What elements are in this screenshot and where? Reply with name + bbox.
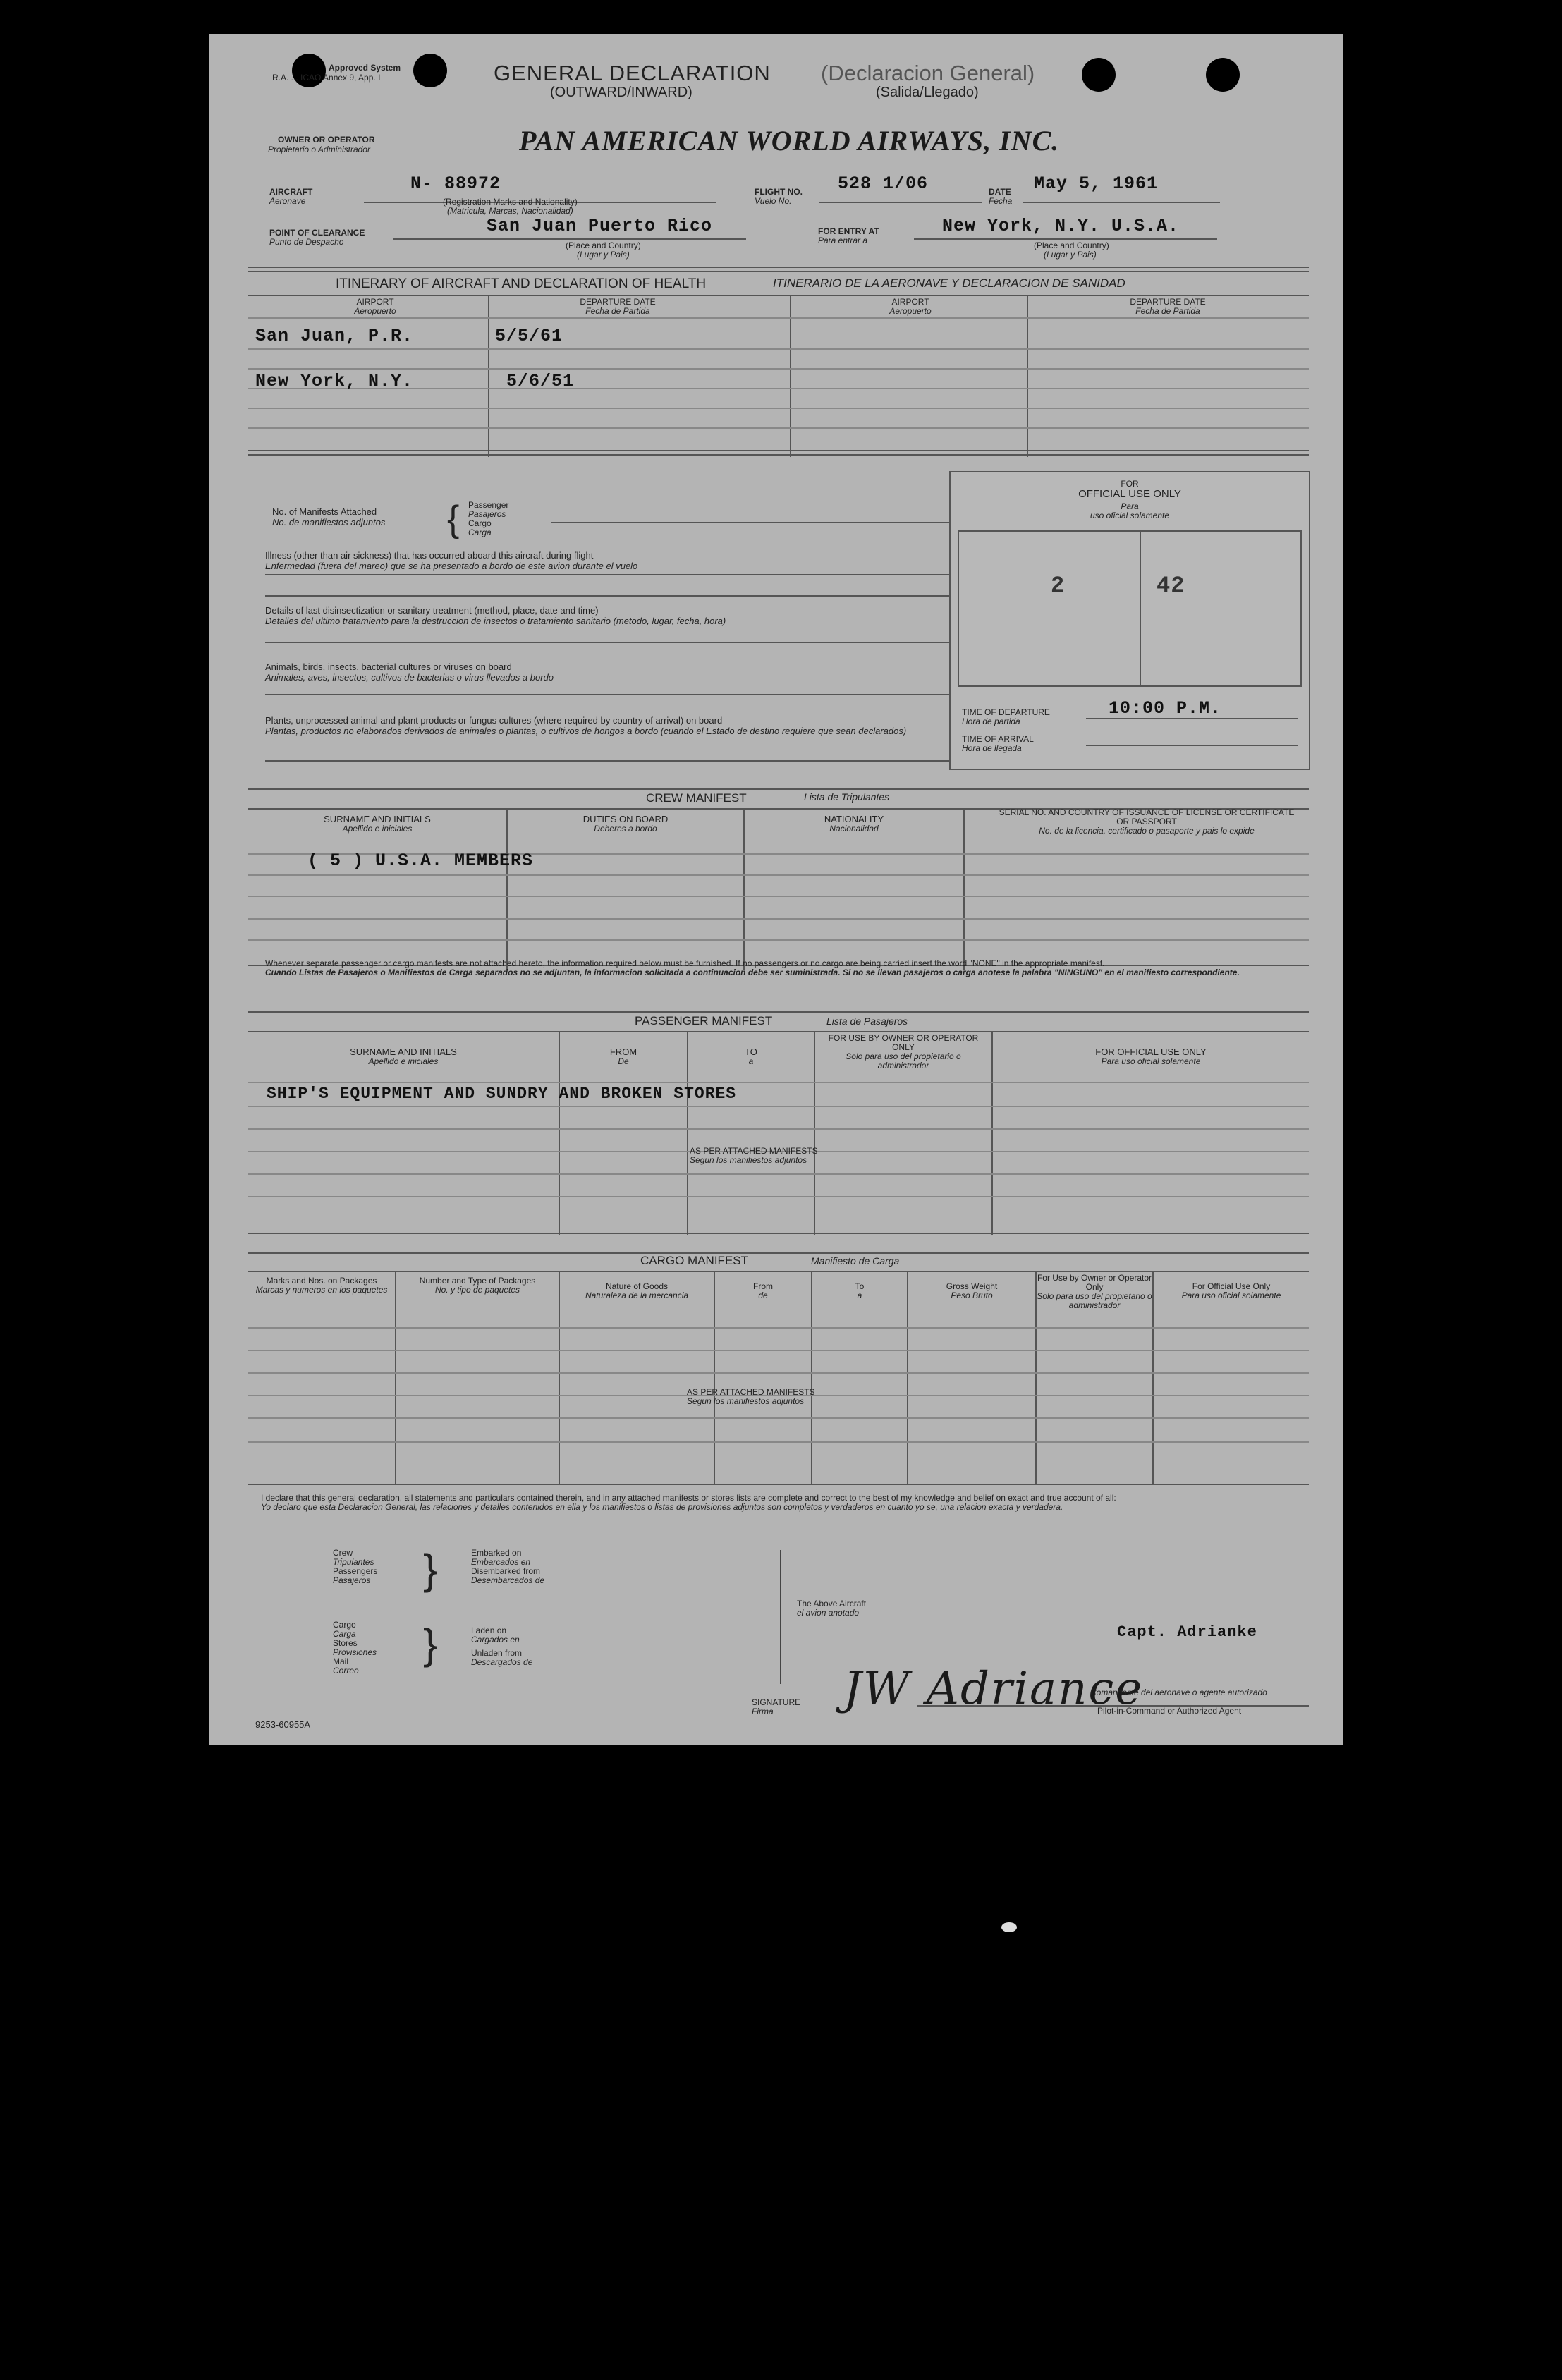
arrival-label: TIME OF ARRIVAL Hora de llegada <box>962 734 1034 753</box>
itinerary-date-1: 5/5/61 <box>495 326 563 346</box>
plants-label: Plants, unprocessed animal and plant products or fungus cultures (where required by country of arrival) on board Plantas, productos no elaborados derivados de animales o plantas, o cultivos de hongos a bordo (cuando el Estado de destino requiere que sean declarados) <box>265 715 907 736</box>
aircraft-label: AIRCRAFT <box>269 187 313 197</box>
role-es: Comandante del aeronave o agente autorizado <box>1090 1688 1267 1697</box>
crew-entry: ( 5 ) U.S.A. MEMBERS <box>307 850 534 871</box>
cargo-col-header: From de <box>753 1281 773 1300</box>
owner-label: OWNER OR OPERATOR <box>278 135 375 145</box>
cargo-heading: CARGO MANIFEST <box>640 1254 749 1267</box>
cargo-stores-group: Cargo Carga Stores Provisiones Mail Correo <box>333 1620 377 1676</box>
aircraft-sub-es: (Matricula, Marcas, Nacionalidad) <box>447 206 573 216</box>
passenger-entry: SHIP'S EQUIPMENT AND SUNDRY AND BROKEN STORES <box>267 1085 737 1103</box>
itinerary-airport-1: San Juan, P.R. <box>255 326 414 346</box>
crew-col-header: SURNAME AND INITIALS Apellido e iniciales <box>324 814 431 834</box>
aircraft-label-es: Aeronave <box>269 196 306 206</box>
clearance-label-es: Punto de Despacho <box>269 237 344 247</box>
manifest-types: Passenger Pasajeros Cargo Carga <box>468 500 509 537</box>
crew-col-header: SERIAL NO. AND COUNTRY OF ISSUANCE OF LICENSE OR CERTIFICATE OR PASSPORT No. de la licencia, certificado o pasaporte y pais lo expide <box>999 807 1295 836</box>
form-title-es: (Declaracion General) <box>821 61 1035 85</box>
aircraft-value: N- 88972 <box>410 173 501 194</box>
approved-system: Approved System <box>329 63 401 73</box>
itinerary-col-header: AIRPORT Aeropuerto <box>889 297 932 316</box>
passenger-col-header: TO a <box>745 1046 757 1066</box>
official-stamp-box <box>958 530 1302 687</box>
passenger-heading: PASSENGER MANIFEST <box>635 1014 773 1027</box>
brace-icon: } <box>423 1621 438 1668</box>
declaration-text: I declare that this general declaration, all statements and particulars contained therein, and in any attached manifests or stores lists are complete and correct to the best of my knowledge and belief on exact and true account of all: Yo declaro que esta Declaracion General, las relaciones y detalles contenidos en ella y los manifiestos o listas de provisiones adjuntos son completos y verdaderos en cuanto yo se, una relacion exacta y verdadera. <box>261 1493 1116 1512</box>
cargo-col-header: Number and Type of Packages No. y tipo de paquetes <box>419 1276 536 1295</box>
stamp-left: 2 <box>1051 573 1066 599</box>
form-number: 9253-60955A <box>255 1719 311 1730</box>
clearance-value: San Juan Puerto Rico <box>487 216 713 236</box>
cargo-col-header: For Use by Owner or Operator Only Solo para uso del propietario o administrador <box>1037 1273 1152 1310</box>
itinerary-col-header: DEPARTURE DATE Fecha de Partida <box>580 297 656 316</box>
manifests-label: No. of Manifests Attached No. de manifiestos adjuntos <box>272 506 386 527</box>
aircraft-sub: (Registration Marks and Nationality) <box>443 197 578 207</box>
official-para-es: uso oficial solamente <box>1090 511 1170 520</box>
passenger-col-header: FROM De <box>609 1046 637 1066</box>
entry-label-es: Para entrar a <box>818 236 868 245</box>
punch-hole <box>1206 58 1240 92</box>
clearance-sub-es: (Lugar y Pais) <box>577 250 630 260</box>
signature-label: SIGNATURE Firma <box>752 1697 801 1716</box>
dust-speck <box>1001 1922 1017 1932</box>
crew-heading: CREW MANIFEST <box>646 791 747 805</box>
brace-icon: { <box>447 499 460 539</box>
entry-sub-es: (Lugar y Pais) <box>1044 250 1097 260</box>
animals-label: Animals, birds, insects, bacterial cultures or viruses on board Animales, aves, insectos, cultivos de bacterias o virus llevados a bordo <box>265 661 554 683</box>
clearance-label: POINT OF CLEARANCE <box>269 228 365 238</box>
entry-sub: (Place and Country) <box>1034 240 1109 250</box>
form-title: GENERAL DECLARATION <box>494 61 771 85</box>
form-subtitle-es: (Salida/Llegado) <box>876 85 979 100</box>
brace-icon: } <box>423 1546 438 1593</box>
laden-group: Laden on Cargados en Unladen from Descargados de <box>471 1625 533 1667</box>
form-subtitle: (OUTWARD/INWARD) <box>550 85 692 100</box>
flight-label-es: Vuelo No. <box>755 196 792 206</box>
signature: JW Adriance <box>843 1663 1144 1715</box>
cargo-heading-es: Manifiesto de Carga <box>811 1255 900 1267</box>
itinerary-col-header: DEPARTURE DATE Fecha de Partida <box>1130 297 1206 316</box>
crew-pass-group: Crew Tripulantes Passengers Pasajeros <box>333 1548 378 1585</box>
captain-name: Capt. Adrianke <box>1117 1623 1257 1641</box>
itinerary-airport-2: New York, N.Y. <box>255 371 414 391</box>
passenger-col-header: FOR USE BY OWNER OR OPERATOR ONLY Solo para uso del propietario o administrador <box>828 1033 979 1070</box>
owner-label-es: Propietario o Administrador <box>268 145 370 154</box>
flight-label: FLIGHT NO. <box>755 187 803 197</box>
disinsect-label: Details of last disinsectization or sanitary treatment (method, place, date and time) Detalles del ultimo tratamiento para la destruccion de insectos o tratamiento sanitario (metodo, lugar, fecha, hora) <box>265 605 726 626</box>
role-en: Pilot-in-Command or Authorized Agent <box>1097 1706 1242 1716</box>
punch-hole <box>1082 58 1116 92</box>
passenger-col-header: SURNAME AND INITIALS Apellido e iniciales <box>350 1046 457 1066</box>
passenger-attached: AS PER ATTACHED MANIFESTS Segun los manifiestos adjuntos <box>690 1146 818 1165</box>
owner-value: PAN AMERICAN WORLD AIRWAYS, INC. <box>519 125 1060 157</box>
crew-col-header: DUTIES ON BOARD Deberes a bordo <box>582 814 669 834</box>
date-label: DATE <box>989 187 1011 197</box>
declaration-form <box>209 34 1343 1745</box>
itinerary-col-header: AIRPORT Aeropuerto <box>354 297 396 316</box>
date-value: May 5, 1961 <box>1034 173 1159 194</box>
itinerary-heading-es: ITINERARIO DE LA AERONAVE Y DECLARACION DE SANIDAD <box>773 276 1125 290</box>
passenger-col-header: FOR OFFICIAL USE ONLY Para uso oficial solamente <box>1095 1046 1207 1066</box>
itinerary-heading: ITINERARY OF AIRCRAFT AND DECLARATION OF HEALTH <box>336 276 707 291</box>
official-para: Para <box>1121 501 1139 511</box>
entry-label: FOR ENTRY AT <box>818 226 879 236</box>
departure-label: TIME OF DEPARTURE Hora de partida <box>962 707 1050 726</box>
above-aircraft: The Above Aircraft el avion anotado <box>797 1599 867 1618</box>
date-label-es: Fecha <box>989 196 1013 206</box>
cargo-attached: AS PER ATTACHED MANIFESTS Segun los manifiestos adjuntos <box>687 1387 815 1406</box>
flight-value: 528 1/06 <box>838 173 929 194</box>
cargo-col-header: Nature of Goods Naturaleza de la mercancia <box>585 1281 689 1300</box>
cargo-col-header: Gross Weight Peso Bruto <box>946 1281 998 1300</box>
crew-col-header: NATIONALITY Nacionalidad <box>824 814 884 834</box>
stamp-right: 42 <box>1157 573 1185 599</box>
passenger-heading-es: Lista de Pasajeros <box>826 1015 908 1027</box>
cargo-col-header: For Official Use Only Para uso oficial solamente <box>1181 1281 1281 1300</box>
separate-manifest-note: Whenever separate passenger or cargo manifests are not attached hereto, the information required below must be furnished. If no passengers or no cargo are being carried insert the word "NONE" in the appropriate manifest. Cuando Listas de Pasajeros o Manifiestos de Carga separados no se adjuntan, la informacion solicitada a continuacion debe ser suministrada. Si no se llevan pasajeros o carga anotese la palabra "NINGUNO" en el manifiesto correspondiente. <box>265 958 1240 977</box>
approved-ref: R.A. ... ICAO Annex 9, App. I <box>272 73 381 83</box>
cargo-col-header: To a <box>855 1281 865 1300</box>
official-for: FOR <box>1121 479 1139 489</box>
entry-value: New York, N.Y. U.S.A. <box>942 216 1180 236</box>
illness-label: Illness (other than air sickness) that has occurred aboard this aircraft during flight Enfermedad (fuera del mareo) que se ha presentado a bordo de este avion durante el vuelo <box>265 550 638 571</box>
crew-heading-es: Lista de Tripulantes <box>804 791 890 803</box>
clearance-sub: (Place and Country) <box>566 240 641 250</box>
itinerary-date-2: 5/6/51 <box>506 371 575 391</box>
departure-value: 10:00 P.M. <box>1109 698 1222 719</box>
cargo-col-header: Marks and Nos. on Packages Marcas y numeros en los paquetes <box>255 1276 388 1295</box>
official-title: OFFICIAL USE ONLY <box>1078 488 1181 500</box>
embark-group: Embarked on Embarcados en Disembarked from Desembarcados de <box>471 1548 545 1585</box>
